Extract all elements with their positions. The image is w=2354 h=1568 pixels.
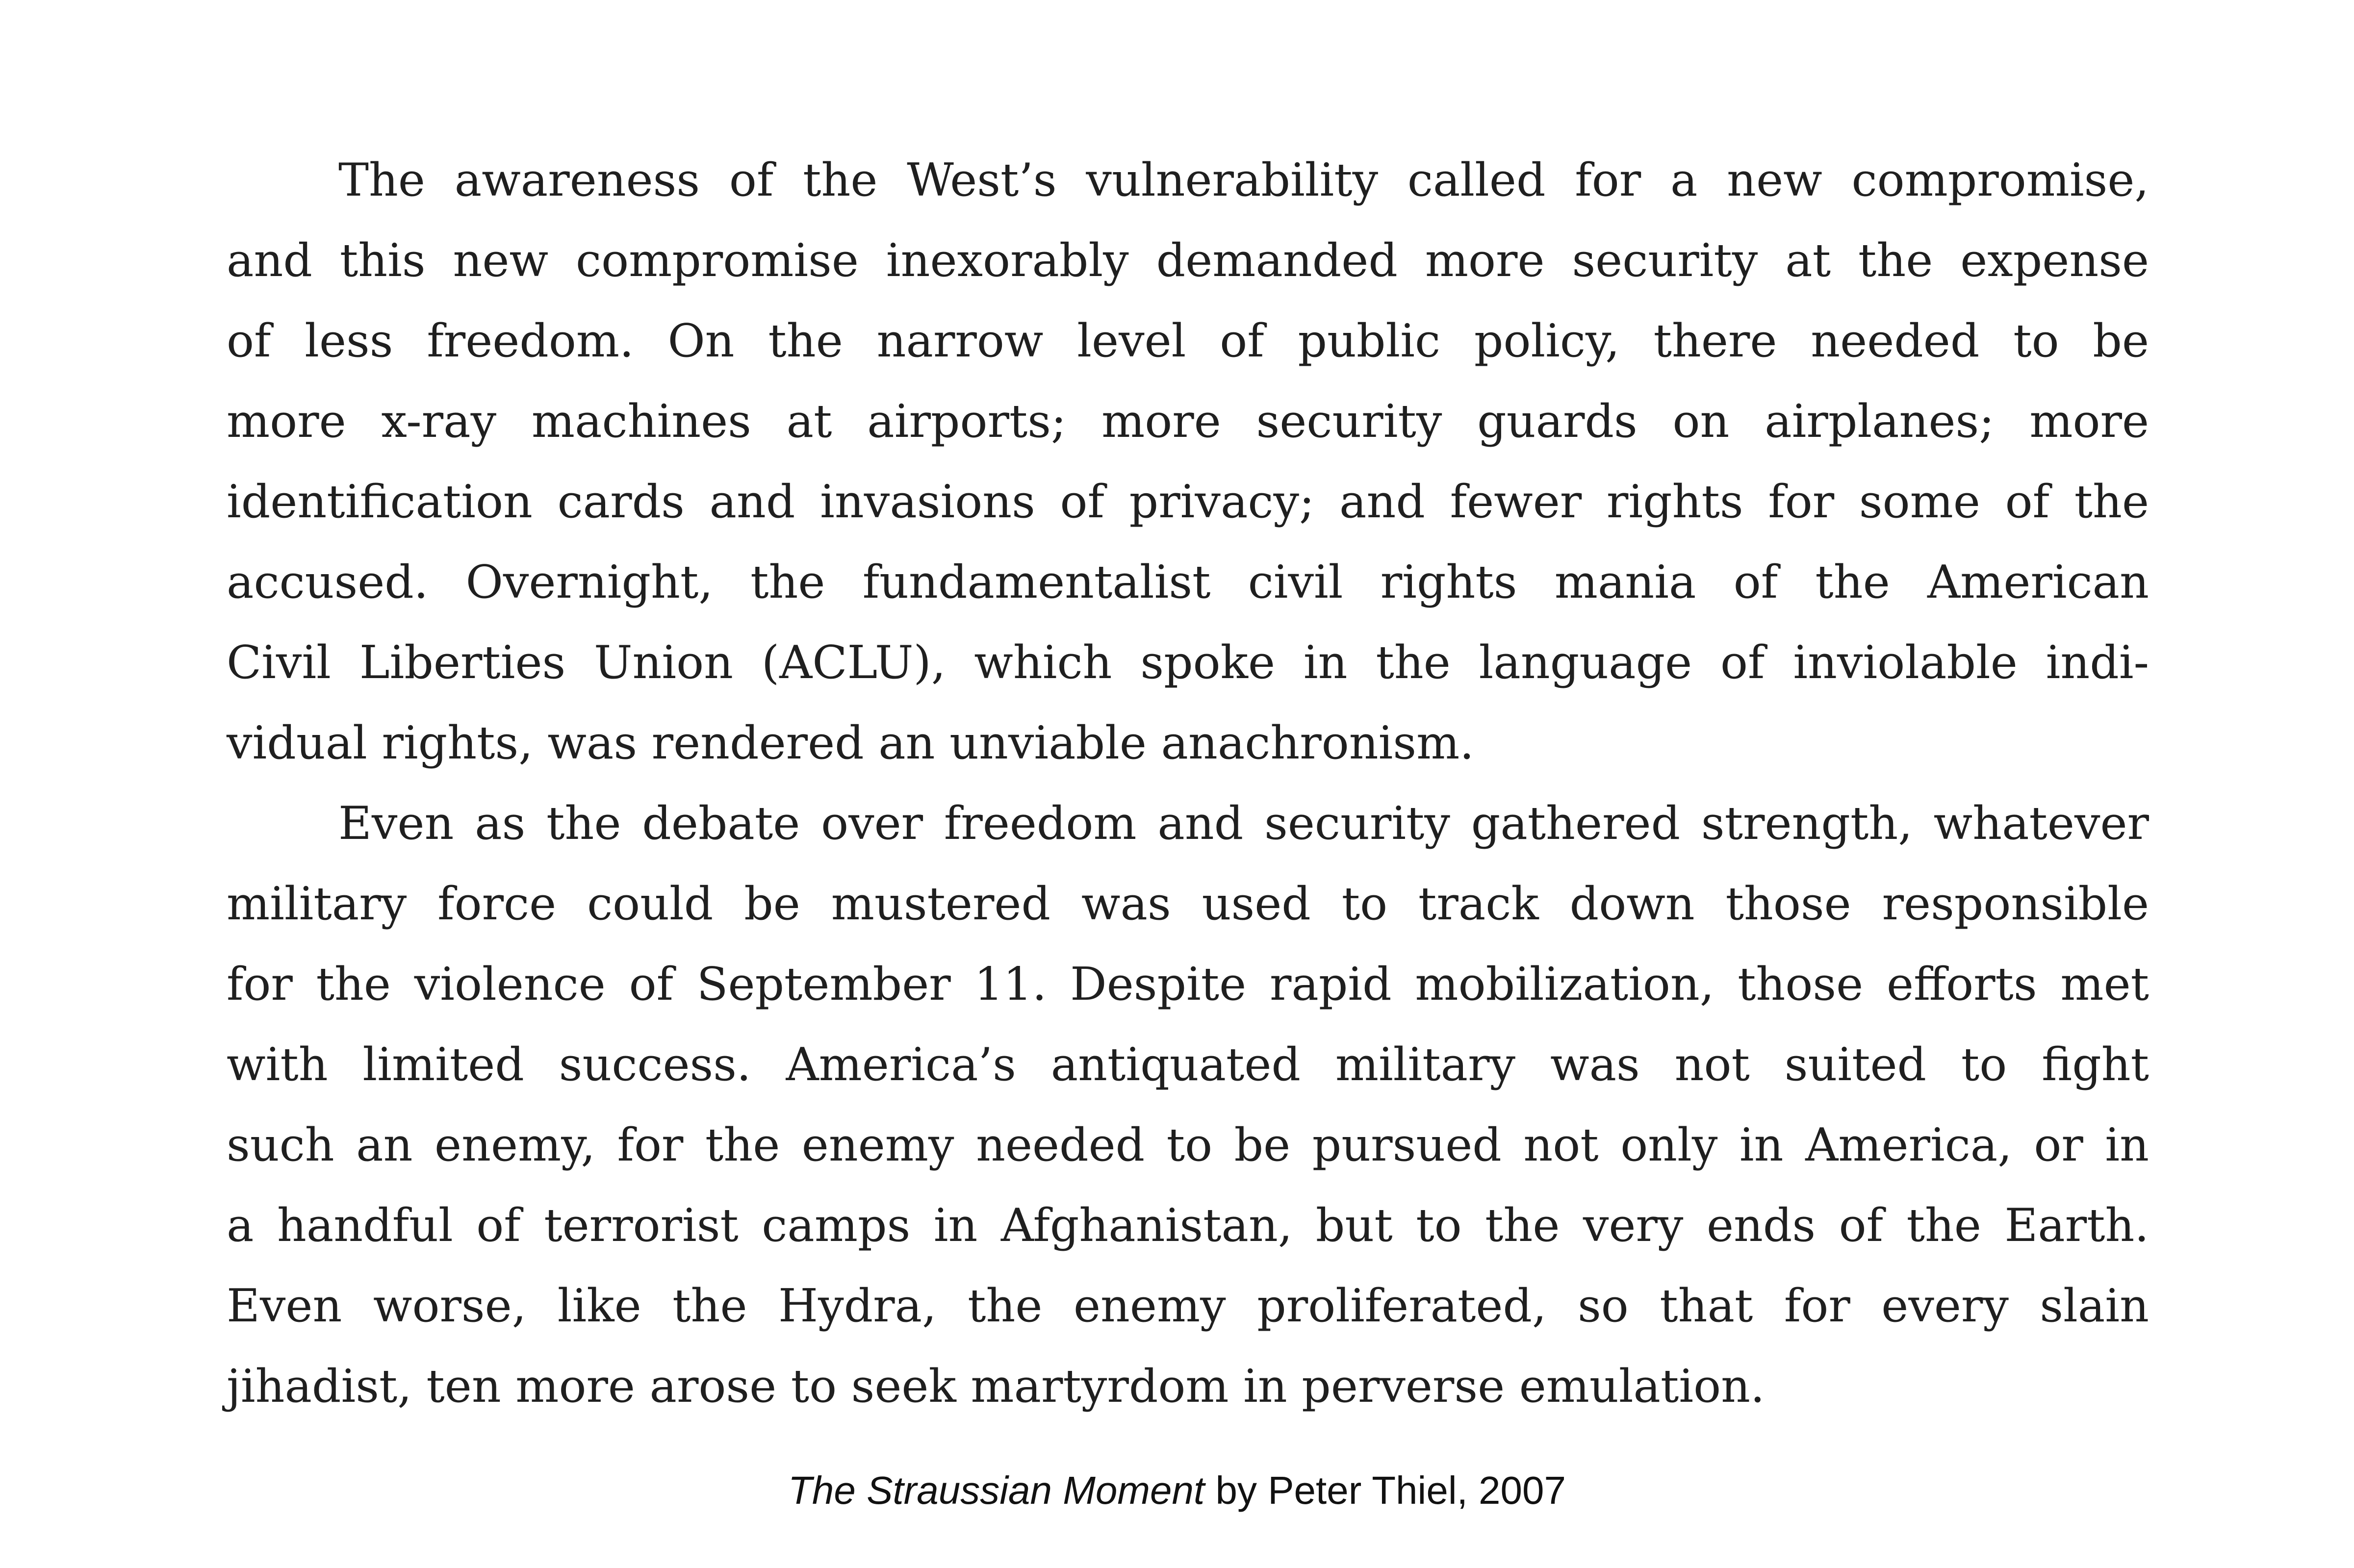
text-line: identification cards and invasions of privacy; and fewer rights for some of the [227,475,2149,528]
caption-author-year: by Peter Thiel, 2007 [1204,1468,1566,1512]
text-line: a handful of terrorist camps in Afghanistan, but to the very ends of the Earth. [227,1199,2149,1252]
source-caption [0,1466,2354,1515]
text-line: Civil Liberties Union (ACLU), which spoke in the language of inviolable indi- [227,636,2149,689]
text-line: Even as the debate over freedom and security gathered strength, whatever [338,797,2149,850]
text-line: of less freedom. On the narrow level of public policy, there needed to be [227,314,2149,367]
text-line: such an enemy, for the enemy needed to be pursued not only in America, or in [227,1118,2149,1171]
text-line: accused. Overnight, the fundamentalist civil rights mania of the American [227,556,2149,608]
paragraph [227,783,2149,1426]
text-line: more x-ray machines at airports; more security guards on airplanes; more [227,395,2149,448]
text-line: for the violence of September 11. Despite rapid mobilization, those efforts met [227,958,2149,1011]
text-line: vidual rights, was rendered an unviable anachronism. [227,716,1474,769]
text-line: with limited success. America’s antiquated military was not suited to fight [227,1038,2149,1091]
text-line: military force could be mustered was used to track down those responsible [227,877,2149,930]
quoted-text [227,140,2149,1426]
text-line: and this new compromise inexorably demanded more security at the expense [227,234,2149,287]
text-line: jihadist, ten more arose to seek martyrdom in perverse emulation. [227,1360,1765,1413]
book-title: The Straussian Moment [788,1468,1205,1512]
text-line: Even worse, like the Hydra, the enemy proliferated, so that for every slain [227,1279,2149,1332]
text-line: The awareness of the West’s vulnerability called for a new compromise, [338,153,2149,206]
paragraph [227,140,2149,783]
